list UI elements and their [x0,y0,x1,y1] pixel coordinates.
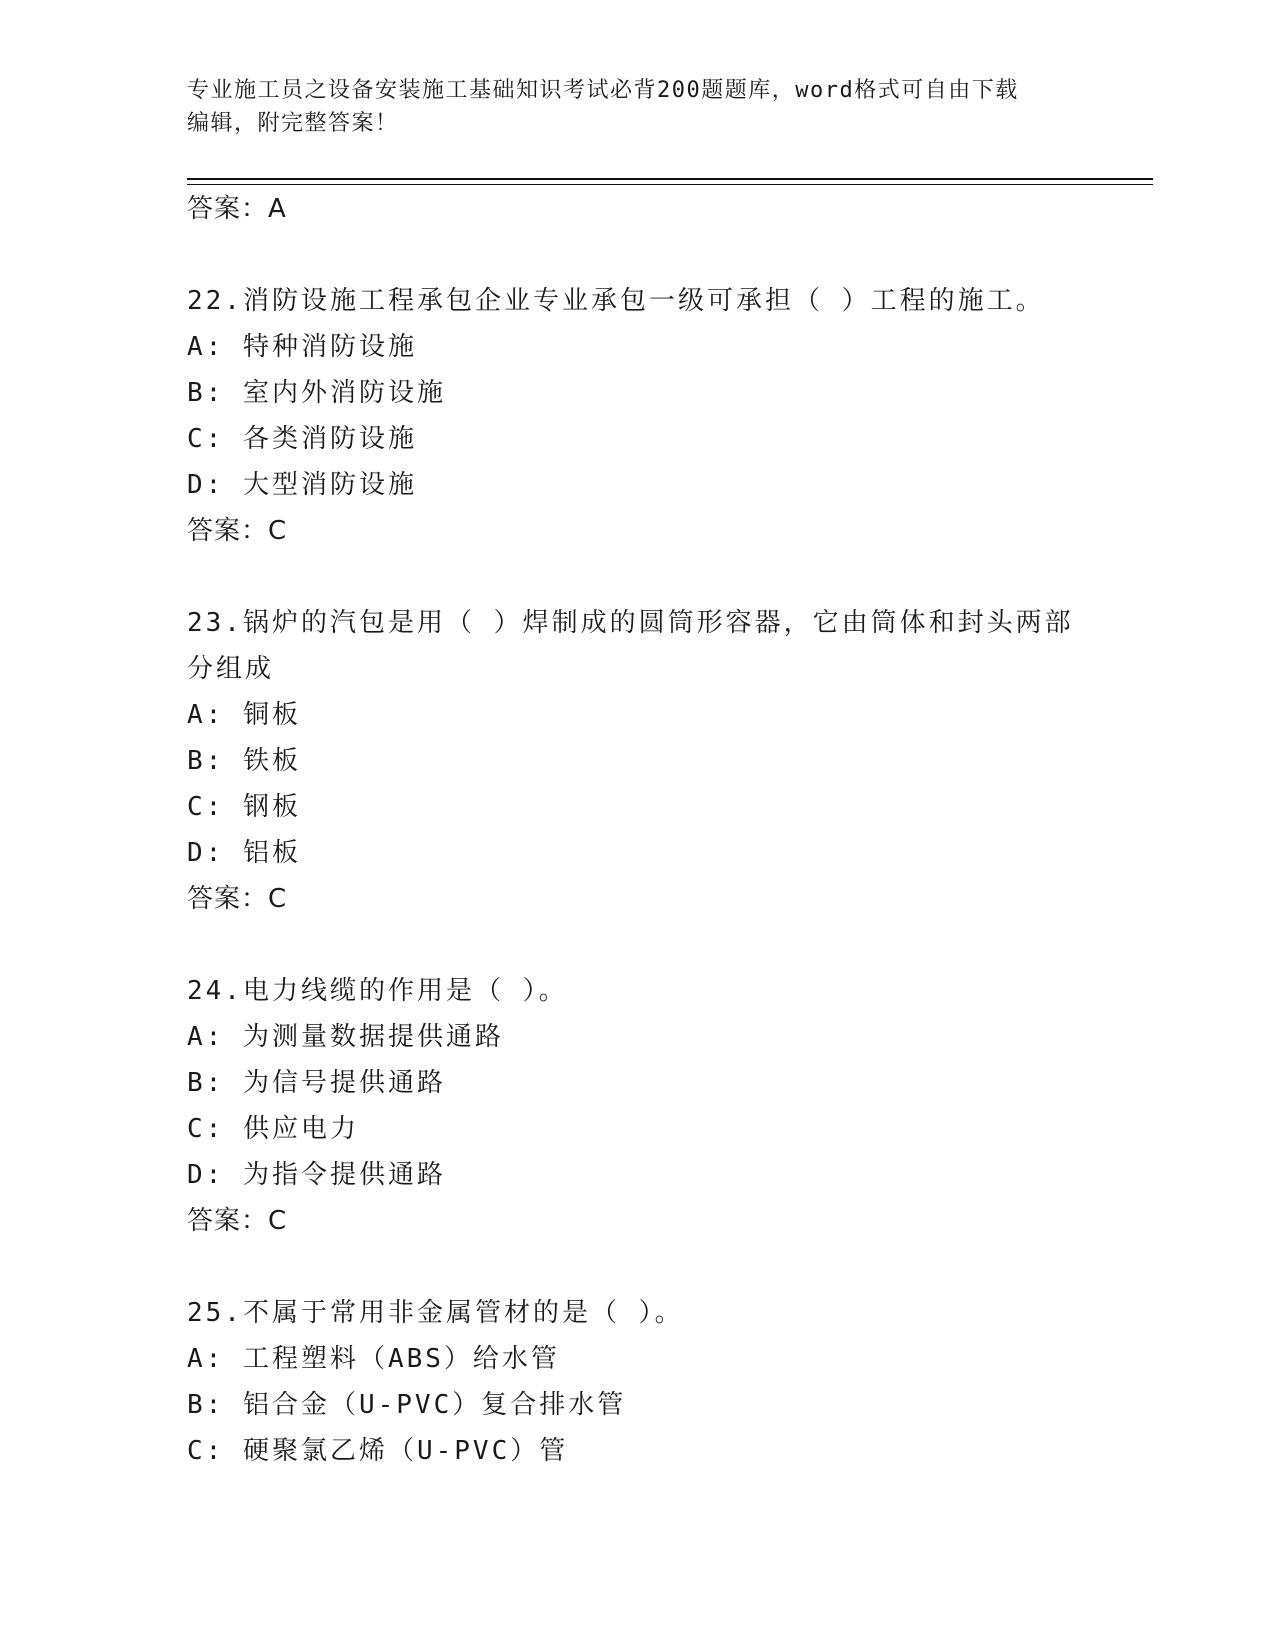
question-list [187,186,1087,1474]
question-25 [187,1290,1087,1474]
option-a: A: 铜板 [187,700,301,730]
question-stem: 24.电力线缆的作用是（ ）。 [187,976,568,1006]
option-a: A: 工程塑料（ABS）给水管 [187,1344,560,1374]
spacer [187,1244,1087,1290]
option-c: C: 各类消防设施 [187,424,417,454]
header-rule-thin [187,184,1153,185]
answer-line: 答案：C [187,884,288,914]
question-stem-line-1: 23.锅炉的汽包是用（ ）焊制成的圆筒形容器，它由筒体和封头两部 [187,608,1074,638]
option-c: C: 硬聚氯乙烯（U-PVC）管 [187,1436,569,1466]
question-stem: 25.不属于常用非金属管材的是（ ）。 [187,1298,684,1328]
question-23 [187,600,1087,922]
question-22 [187,278,1087,554]
option-a: A: 特种消防设施 [187,332,417,362]
header-line-1: 专业施工员之设备安装施工基础知识考试必背200题题库，word格式可自由下载 [187,78,1019,103]
option-b: B: 为信号提供通路 [187,1068,446,1098]
option-d: D: 大型消防设施 [187,470,417,500]
option-b: B: 铝合金（U-PVC）复合排水管 [187,1390,627,1420]
header-line-2: 编辑，附完整答案！ [187,111,399,136]
option-a: A: 为测量数据提供通路 [187,1022,504,1052]
option-b: B: 铁板 [187,746,301,776]
spacer [187,232,1087,278]
spacer [187,922,1087,968]
question-24 [187,968,1087,1244]
option-d: D: 铝板 [187,838,301,868]
spacer [187,554,1087,600]
answer-line: 答案：A [187,194,287,224]
question-stem: 22.消防设施工程承包企业专业承包一级可承担（ ）工程的施工。 [187,286,1045,316]
answer-line: 答案：C [187,1206,288,1236]
page-header [187,74,1067,140]
question-stem-line-2: 分组成 [187,654,275,684]
option-d: D: 为指令提供通路 [187,1160,446,1190]
header-rule-thick [187,178,1153,180]
option-c: C: 供应电力 [187,1114,359,1144]
option-b: B: 室内外消防设施 [187,378,446,408]
answer-line: 答案：C [187,516,288,546]
option-c: C: 钢板 [187,792,301,822]
